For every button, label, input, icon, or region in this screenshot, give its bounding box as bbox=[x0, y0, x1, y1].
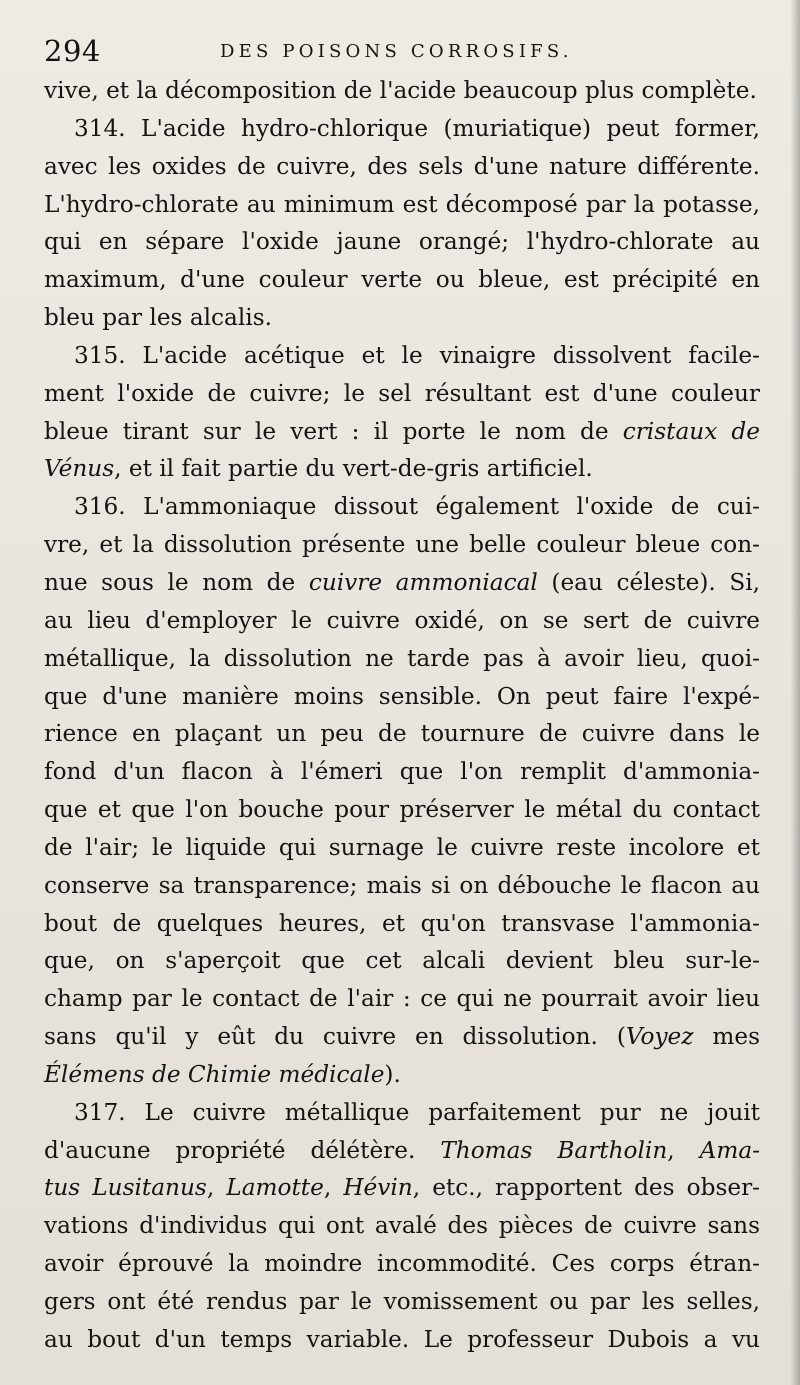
text-line bbox=[44, 1018, 760, 1056]
page-edge-shadow bbox=[790, 0, 800, 1385]
text-line: que et que l'on bouche pour préserver le métal du contact bbox=[44, 796, 760, 824]
text-segment: (eau céleste). Si, bbox=[537, 568, 760, 596]
text-line bbox=[44, 1169, 760, 1207]
text-segment: bleue tirant sur le vert : il porte le nom de bbox=[44, 417, 623, 445]
text-line bbox=[44, 1056, 760, 1094]
italic-title: Élémens de Chimie médicale bbox=[44, 1060, 385, 1088]
italic-name: Ama- bbox=[699, 1136, 760, 1164]
text-line: avoir éprouvé la moindre incommodité. Ces corps étran- bbox=[44, 1250, 760, 1278]
text-line: 316. L'ammoniaque dissout également l'oxide de cui- bbox=[74, 493, 760, 521]
text-line: 314. L'acide hydro-chlorique (muriatique) peut former, bbox=[74, 114, 760, 142]
text-line: bleu par les alcalis. bbox=[44, 304, 272, 332]
body-text bbox=[44, 72, 760, 1359]
paragraph-314 bbox=[44, 110, 760, 337]
text-line: qui en sépare l'oxide jaune orangé; l'hydro-chlorate au bbox=[44, 228, 760, 256]
text-line bbox=[44, 1132, 760, 1170]
text-line bbox=[44, 564, 760, 602]
running-title: DES POISONS CORROSIFS. bbox=[220, 41, 573, 62]
text-line: que d'une manière moins sensible. On peut faire l'expé- bbox=[44, 682, 760, 710]
italic-name: Lamotte bbox=[226, 1174, 324, 1202]
text-segment: nue sous le nom de bbox=[44, 568, 309, 596]
text-segment: , bbox=[323, 1174, 344, 1202]
paragraph-315 bbox=[44, 337, 760, 488]
text-segment: ). bbox=[384, 1060, 401, 1088]
text-line: maximum, d'une couleur verte ou bleue, est précipité en bbox=[44, 266, 760, 294]
text-line: au bout d'un temps variable. Le professeur Dubois a vu bbox=[44, 1325, 760, 1353]
italic-term: Vénus bbox=[44, 455, 115, 483]
text-line: vations d'individus qui ont avalé des pièces de cuivre sans bbox=[44, 1212, 760, 1240]
text-line: champ par le contact de l'air : ce qui ne pourrait avoir lieu bbox=[44, 985, 760, 1013]
text-line bbox=[44, 413, 760, 451]
text-line: vre, et la dissolution présente une belle couleur bleue con- bbox=[44, 531, 760, 559]
text-line: gers ont été rendus par le vomissement ou par les selles, bbox=[44, 1288, 760, 1315]
text-line bbox=[44, 450, 760, 488]
text-line: 315. L'acide acétique et le vinaigre dissolvent facile- bbox=[74, 341, 760, 369]
italic-name: Hévin bbox=[343, 1174, 413, 1202]
text-line: fond d'un flacon à l'émeri que l'on remplit d'ammonia- bbox=[44, 758, 760, 786]
italic-name: tus Lusitanus bbox=[44, 1174, 207, 1202]
text-line: que, on s'aperçoit que cet alcali devient bleu sur-le- bbox=[44, 947, 760, 975]
italic-term: cuivre ammoniacal bbox=[308, 568, 538, 596]
text-segment: , bbox=[667, 1136, 700, 1164]
text-segment: , etc., rapportent des obser- bbox=[412, 1174, 760, 1202]
text-line: conserve sa transparence; mais si on débouche le flacon au bbox=[44, 871, 760, 899]
paragraph-317 bbox=[44, 1094, 760, 1359]
text-segment: d'aucune propriété délétère. bbox=[44, 1136, 441, 1164]
running-head bbox=[44, 28, 760, 72]
text-line: ment l'oxide de cuivre; le sel résultant est d'une couleur bbox=[44, 379, 760, 407]
text-line: métallique, la dissolution ne tarde pas à avoir lieu, quoi- bbox=[44, 644, 760, 672]
text-line: avec les oxides de cuivre, des sels d'une nature différente. bbox=[44, 152, 760, 180]
text-segment: sans qu'il y eût du cuivre en dissolution. ( bbox=[44, 1023, 626, 1051]
text-line: de l'air; le liquide qui surnage le cuivre reste incolore et bbox=[44, 833, 760, 861]
page-number: 294 bbox=[44, 34, 101, 68]
italic-name: Thomas Bartholin bbox=[440, 1136, 668, 1164]
paragraph-313-end bbox=[44, 72, 760, 110]
text-line: rience en plaçant un peu de tournure de cuivre dans le bbox=[44, 720, 760, 748]
text-line: bout de quelques heures, et qu'on transvase l'ammonia- bbox=[44, 909, 760, 937]
text-line: 317. Le cuivre métallique parfaitement pur ne jouit bbox=[74, 1098, 760, 1126]
italic-term: cristaux de bbox=[622, 417, 760, 445]
text-line: vive, et la décomposition de l'acide beaucoup plus complète. bbox=[44, 77, 757, 104]
text-segment: mes bbox=[693, 1023, 761, 1051]
text-line: au lieu d'employer le cuivre oxidé, on se sert de cuivre bbox=[44, 606, 760, 634]
paragraph-316 bbox=[44, 488, 760, 1094]
text-segment: , bbox=[206, 1174, 227, 1202]
text-line: L'hydro-chlorate au minimum est décomposé par la potasse, bbox=[44, 190, 760, 218]
text-segment: , et il fait partie du vert-de-gris artificiel. bbox=[114, 455, 593, 483]
italic-term: Voyez bbox=[625, 1023, 694, 1051]
